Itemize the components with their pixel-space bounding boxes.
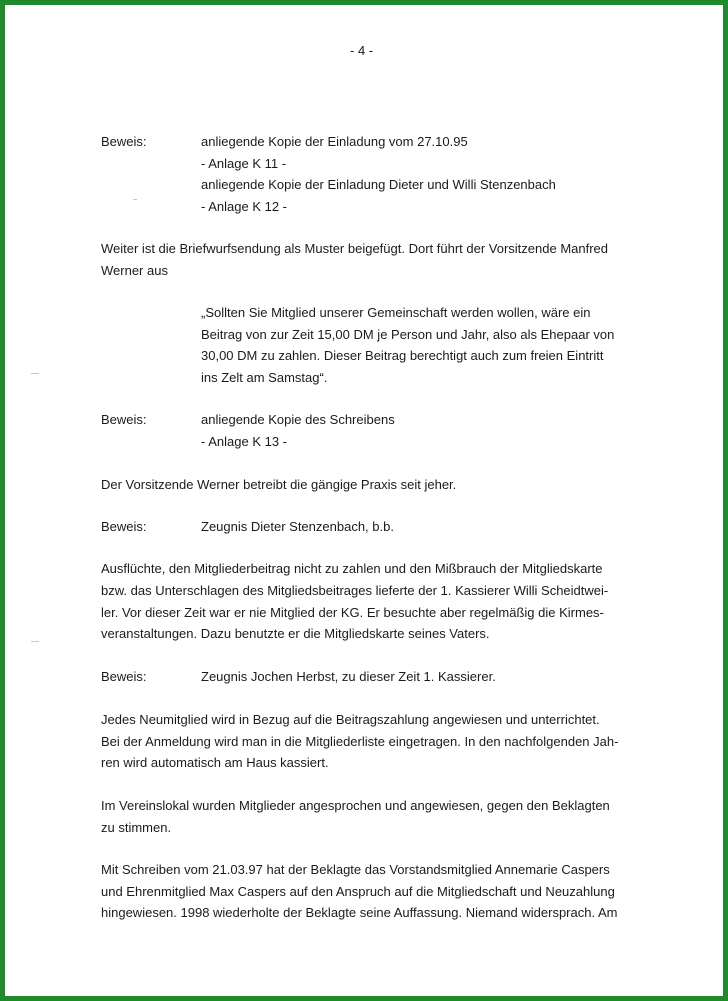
body-line: und Ehrenmitglied Max Caspers auf den Anspruch auf die Mitgliedschaft und Neuzahlung bbox=[101, 884, 615, 899]
quote-line: „Sollten Sie Mitglied unserer Gemeinschaft werden wollen, wäre ein bbox=[201, 305, 591, 320]
body-line: Ausflüchte, den Mitgliederbeitrag nicht zu zahlen und den Mißbrauch der Mitgliedskarte bbox=[101, 561, 603, 576]
evidence-line: anliegende Kopie des Schreibens bbox=[201, 412, 395, 427]
evidence-line: - Anlage K 12 - bbox=[201, 199, 287, 214]
evidence-label: Beweis: bbox=[101, 519, 147, 534]
body-line: ler. Vor dieser Zeit war er nie Mitglied der KG. Er besuchte aber regelmäßig die Kirmes- bbox=[101, 605, 604, 620]
scan-mark bbox=[31, 373, 39, 374]
body-line: Mit Schreiben vom 21.03.97 hat der Beklagte das Vorstandsmitglied Annemarie Caspers bbox=[101, 862, 610, 877]
evidence-line: Zeugnis Dieter Stenzenbach, b.b. bbox=[201, 519, 394, 534]
scan-mark bbox=[133, 199, 137, 200]
page-number: - 4 - bbox=[350, 43, 374, 58]
evidence-line: anliegende Kopie der Einladung vom 27.10.95 bbox=[201, 134, 468, 149]
body-line: bzw. das Unterschlagen des Mitgliedsbeitrages lieferte der 1. Kassierer Willi Scheidtwei- bbox=[101, 583, 609, 598]
body-line: Weiter ist die Briefwurfsendung als Muster beigefügt. Dort führt der Vorsitzende Manfred bbox=[101, 241, 609, 256]
body-line: Der Vorsitzende Werner betreibt die gängige Praxis seit jeher. bbox=[101, 477, 457, 492]
body-line: Bei der Anmeldung wird man in die Mitgliederliste eingetragen. In den nachfolgenden Jah- bbox=[101, 734, 619, 749]
body-line: Im Vereinslokal wurden Mitglieder angesprochen und angewiesen, gegen den Beklagten bbox=[101, 798, 610, 813]
document-page bbox=[5, 5, 723, 996]
body-line: zu stimmen. bbox=[101, 820, 172, 835]
body-line: Werner aus bbox=[101, 263, 168, 278]
evidence-label: Beweis: bbox=[101, 412, 147, 427]
body-line: hingewiesen. 1998 wiederholte der Beklagte seine Auffassung. Niemand widersprach. Am bbox=[101, 905, 618, 920]
scan-mark bbox=[31, 641, 39, 642]
quote-line: Beitrag von zur Zeit 15,00 DM je Person und Jahr, also als Ehepaar von bbox=[201, 327, 615, 342]
body-line: veranstaltungen. Dazu benutzte er die Mitgliedskarte seines Vaters. bbox=[101, 626, 490, 641]
evidence-line: - Anlage K 11 - bbox=[201, 156, 287, 171]
evidence-line: - Anlage K 13 - bbox=[201, 434, 287, 449]
evidence-line: anliegende Kopie der Einladung Dieter und Willi Stenzenbach bbox=[201, 177, 556, 192]
quote-line: ins Zelt am Samstag“. bbox=[201, 370, 328, 385]
body-line: ren wird automatisch am Haus kassiert. bbox=[101, 755, 329, 770]
evidence-line: Zeugnis Jochen Herbst, zu dieser Zeit 1. Kassierer. bbox=[201, 669, 496, 684]
evidence-label: Beweis: bbox=[101, 669, 147, 684]
body-line: Jedes Neumitglied wird in Bezug auf die Beitragszahlung angewiesen und unterrichtet. bbox=[101, 712, 600, 727]
quote-line: 30,00 DM zu zahlen. Dieser Beitrag berechtigt auch zum freien Eintritt bbox=[201, 348, 604, 363]
evidence-label: Beweis: bbox=[101, 134, 147, 149]
